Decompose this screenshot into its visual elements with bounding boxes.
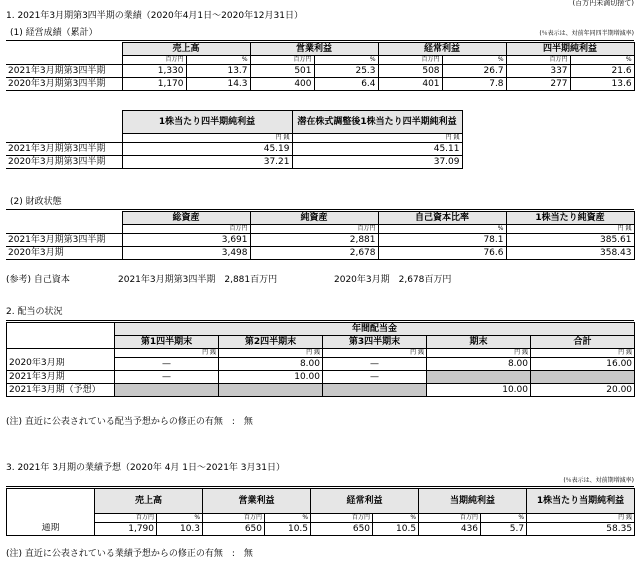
cell bbox=[427, 371, 531, 384]
cell bbox=[531, 371, 635, 384]
financial-table bbox=[6, 211, 635, 260]
cell: — bbox=[323, 358, 427, 371]
cell: 45.19 bbox=[122, 143, 292, 156]
unit: 百万円 bbox=[95, 514, 157, 523]
underline-1 bbox=[6, 40, 634, 41]
col-net-assets: 純資産 bbox=[250, 212, 378, 225]
unit: 百万円 bbox=[250, 225, 378, 234]
cell: 37.09 bbox=[292, 156, 462, 169]
row-label: 2021年3月期第3四半期 bbox=[6, 143, 122, 156]
cell: 16.00 bbox=[531, 358, 635, 371]
cell: 277 bbox=[506, 78, 570, 91]
section3-title: 3. 2021年 3月期の業績予想（2020年 4月 1日～2021年 3月31日） bbox=[6, 463, 285, 473]
unit: 百万円 bbox=[203, 514, 265, 523]
annual-dividend-header: 年間配当金 bbox=[115, 323, 635, 336]
section1-sub2: (2) 財政状態 bbox=[10, 197, 62, 207]
row-label: 2020年3月期 bbox=[6, 247, 122, 260]
table-row bbox=[6, 143, 462, 156]
cell: 358.43 bbox=[506, 247, 634, 260]
unit: 円 銭 bbox=[427, 349, 531, 358]
row-label: 2021年3月期（予想） bbox=[7, 384, 115, 397]
cell: 2,678 bbox=[250, 247, 378, 260]
section1-sub1: (1) 経営成績（累計） bbox=[10, 28, 98, 38]
cell: 1,170 bbox=[122, 78, 186, 91]
dividend-note: (注) 直近に公表されている配当予想からの修正の有無 : 無 bbox=[6, 417, 253, 427]
cell: 501 bbox=[250, 65, 314, 78]
col-op-income: 営業利益 bbox=[250, 43, 378, 56]
cell: — bbox=[115, 371, 219, 384]
cell: 37.21 bbox=[122, 156, 292, 169]
cell: 5.7 bbox=[481, 523, 527, 536]
cell: 400 bbox=[250, 78, 314, 91]
unit: % bbox=[378, 225, 506, 234]
unit-note: (百万円未満切捨て) bbox=[572, 0, 634, 7]
cell: 8.00 bbox=[427, 358, 531, 371]
unit: 円 銭 bbox=[527, 514, 635, 523]
cell: 650 bbox=[203, 523, 265, 536]
col-equity-ratio: 自己資本比率 bbox=[378, 212, 506, 225]
col-diluted-eps: 潜在株式調整後1株当たり四半期純利益 bbox=[292, 111, 462, 134]
table-row bbox=[7, 358, 635, 371]
cell: 76.6 bbox=[378, 247, 506, 260]
underline-3 bbox=[6, 320, 634, 321]
cell: 650 bbox=[311, 523, 373, 536]
row-label: 2021年3月期 bbox=[7, 371, 115, 384]
table-row bbox=[6, 156, 462, 169]
row-label: 通期 bbox=[7, 523, 95, 536]
table-row bbox=[6, 234, 634, 247]
section2-title: 2. 配当の状況 bbox=[6, 307, 63, 317]
cell: 10.00 bbox=[427, 384, 531, 397]
unit: % bbox=[373, 514, 419, 523]
unit: 円 銭 bbox=[115, 349, 219, 358]
table-row bbox=[7, 371, 635, 384]
dividend-table bbox=[6, 322, 635, 397]
underline-4 bbox=[6, 486, 634, 487]
unit: 百万円 bbox=[122, 56, 186, 65]
reference-label: (参考) 自己資本 bbox=[6, 275, 70, 285]
unit: % bbox=[265, 514, 311, 523]
table-row bbox=[7, 384, 635, 397]
pct-note-3: (％表示は、対前期増減率) bbox=[563, 477, 634, 484]
unit: % bbox=[481, 514, 527, 523]
col-sales: 売上高 bbox=[95, 489, 203, 514]
results-table bbox=[6, 42, 635, 91]
forecast-table bbox=[6, 488, 635, 536]
cell: 10.5 bbox=[373, 523, 419, 536]
cell: 10.5 bbox=[265, 523, 311, 536]
eps-table bbox=[6, 110, 463, 169]
col-total: 合計 bbox=[531, 336, 635, 349]
unit: 百万円 bbox=[378, 56, 442, 65]
unit: % bbox=[314, 56, 378, 65]
cell: 13.6 bbox=[570, 78, 634, 91]
cell bbox=[115, 384, 219, 397]
unit: % bbox=[442, 56, 506, 65]
unit: 百万円 bbox=[250, 56, 314, 65]
unit: % bbox=[570, 56, 634, 65]
cell: 45.11 bbox=[292, 143, 462, 156]
unit: 円 銭 bbox=[323, 349, 427, 358]
col-ord-income: 経常利益 bbox=[378, 43, 506, 56]
unit: 百万円 bbox=[311, 514, 373, 523]
cell: 21.6 bbox=[570, 65, 634, 78]
col-op-income: 営業利益 bbox=[203, 489, 311, 514]
cell: 25.3 bbox=[314, 65, 378, 78]
cell: — bbox=[115, 358, 219, 371]
table-row bbox=[6, 78, 634, 91]
cell: 2,881 bbox=[250, 234, 378, 247]
underline-2 bbox=[6, 209, 634, 210]
col-sales: 売上高 bbox=[122, 43, 250, 56]
cell: 26.7 bbox=[442, 65, 506, 78]
cell: 508 bbox=[378, 65, 442, 78]
col-total-assets: 総資産 bbox=[122, 212, 250, 225]
col-eps: 1株当たり当期純利益 bbox=[527, 489, 635, 514]
cell: 3,498 bbox=[122, 247, 250, 260]
table-row bbox=[6, 65, 634, 78]
cell: 8.00 bbox=[219, 358, 323, 371]
unit: 百万円 bbox=[122, 225, 250, 234]
col-net-income: 四半期純利益 bbox=[506, 43, 634, 56]
cell bbox=[219, 384, 323, 397]
col-eps: 1株当たり四半期純利益 bbox=[122, 111, 292, 134]
cell: 3,691 bbox=[122, 234, 250, 247]
unit: 円 銭 bbox=[292, 134, 462, 143]
col-ord-income: 経常利益 bbox=[311, 489, 419, 514]
col-q2: 第2四半期末 bbox=[219, 336, 323, 349]
row-label: 2021年3月期第3四半期 bbox=[6, 234, 122, 247]
unit: 円 銭 bbox=[531, 349, 635, 358]
row-label: 2020年3月期第3四半期 bbox=[6, 156, 122, 169]
cell: 20.00 bbox=[531, 384, 635, 397]
pct-note-1: (％表示は、対前年同四半期増減率) bbox=[539, 30, 634, 37]
cell: 401 bbox=[378, 78, 442, 91]
col-q1: 第1四半期末 bbox=[115, 336, 219, 349]
forecast-note: (注) 直近に公表されている業績予想からの修正の有無 : 無 bbox=[6, 549, 253, 559]
unit: % bbox=[157, 514, 203, 523]
section1-title: 1. 2021年3月期第3四半期の業績（2020年4月1日～2020年12月31日） bbox=[6, 11, 303, 21]
unit: % bbox=[186, 56, 250, 65]
reference-value-1: 2021年3月期第3四半期 2,881百万円 bbox=[118, 275, 278, 285]
cell: 78.1 bbox=[378, 234, 506, 247]
row-label: 2020年3月期第3四半期 bbox=[6, 78, 122, 91]
unit: 円 銭 bbox=[506, 225, 634, 234]
cell: 10.00 bbox=[219, 371, 323, 384]
cell: 7.8 bbox=[442, 78, 506, 91]
cell: 1,330 bbox=[122, 65, 186, 78]
col-bps: 1株当たり純資産 bbox=[506, 212, 634, 225]
col-q3: 第3四半期末 bbox=[323, 336, 427, 349]
unit: 百万円 bbox=[419, 514, 481, 523]
cell: 6.4 bbox=[314, 78, 378, 91]
table-row bbox=[7, 523, 635, 536]
table-row bbox=[6, 247, 634, 260]
cell: — bbox=[323, 371, 427, 384]
reference-value-2: 2020年3月期 2,678百万円 bbox=[334, 275, 452, 285]
cell: 58.35 bbox=[527, 523, 635, 536]
cell: 14.3 bbox=[186, 78, 250, 91]
cell: 436 bbox=[419, 523, 481, 536]
cell: 10.3 bbox=[157, 523, 203, 536]
unit: 百万円 bbox=[506, 56, 570, 65]
col-net-income: 当期純利益 bbox=[419, 489, 527, 514]
col-year-end: 期末 bbox=[427, 336, 531, 349]
cell bbox=[323, 384, 427, 397]
cell: 337 bbox=[506, 65, 570, 78]
cell: 385.61 bbox=[506, 234, 634, 247]
cell: 13.7 bbox=[186, 65, 250, 78]
cell: 1,790 bbox=[95, 523, 157, 536]
unit: 円 銭 bbox=[219, 349, 323, 358]
unit: 円 銭 bbox=[122, 134, 292, 143]
row-label: 2020年3月期 bbox=[7, 358, 115, 371]
row-label: 2021年3月期第3四半期 bbox=[6, 65, 122, 78]
